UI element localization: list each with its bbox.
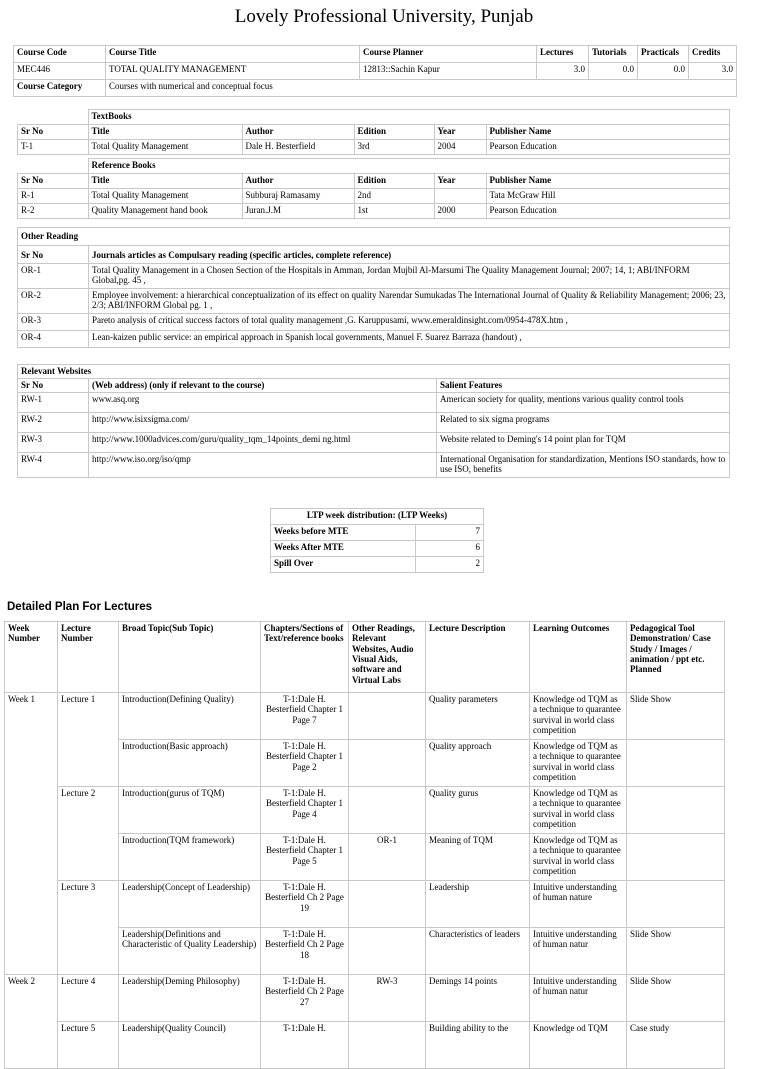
textbooks-heading: TextBooks <box>88 110 730 125</box>
reference-books-table: Reference Books Sr No Title Author Edition Year Publisher Name R-1 Total Quality Management Subburaj Ramasamy 2nd Tata McGraw Hill R-2 Quality Management hand book Juran.J.M 1st 2000 Pearson Education <box>17 158 730 219</box>
course-info-table <box>13 45 737 97</box>
table-row: T-1 Total Quality Management Dale H. Besterfield 3rd 2004 Pearson Education <box>18 140 730 155</box>
table-row: OR-1 Total Quality Management in a Chosen Section of the Hospitals in Amman, Jordan Mujbil Al-Marsumi The Quality Management Journal; 2007; 14, 1; ABI/INFORM Global,pg. 45 , <box>18 264 730 289</box>
table-row: Spill Over 2 <box>271 557 484 573</box>
lecture-plan-table: Week Number Lecture Number Broad Topic(Sub Topic) Chapters/Sections of Text/reference books Other Readings, Relevant Websites, Audio Visual Aids, software and Virtual Labs Lecture Description Learning Outcomes Pedagogical Tool Demonstration/ Case Study / Images / animation / ppt etc. Planned Week 1 Lecture 1 Introduction(Defining Quality) T-1:Dale H. Besterfield Chapter 1 Page 7 Quality parameters Knowledge od TQM as a technique to quarantee survival in world class competition Slide Show Introduction(Basic approach) T-1:Dale H. Besterfield Chapter 1 Page 2 Quality approach Knowledge od TQM as a technique to quarantee survival in world class competition Lecture 2 Introduction(gurus of TQM) T-1:Dale H. Besterfield Chapter 1 Page 4 Quality gurus Knowledge od TQM as a technique to quarantee survival in world class competition Introduction(TQM framework) T-1:Dale H. Besterfield Chapter 1 Page 5 OR-1 Meaning of TQM Knowledge od TQM as a technique to quarantee survival in world class competition Lecture 3 Leadership(Concept of Leadership) T-1:Dale H. Besterfield Ch 2 Page 19 Leadership Intuitive understanding of human nature Leadership(Definitions and Characteristic of Quality Leadership) T-1:Dale H. Besterfield Ch 2 Page 18 Characteristics of leaders Intuitive understanding of human natur Slide Show Week 2 Lecture 4 Leadership(Deming Philosophy) T-1:Dale H. Besterfield Ch 2 Page 27 RW-3 Demings 14 points Intuitive understanding of human natur Slide Show Lecture 5 Leadership(Quality Council) T-1:Dale H. Building ability to the Knowledge od TQM Case study <box>4 621 725 1069</box>
table-row: R-2 Quality Management hand book Juran.J.M 1st 2000 Pearson Education <box>18 204 730 219</box>
page-title: Lovely Professional University, Punjab <box>234 6 534 27</box>
table-row: OR-2 Employee involvement: a hierarchical conceptualization of its effect on quality Narendar Sumukadas The International Journal of Quality & Reliability Management; 2006; 23, 2/3; ABI/INFORM Global pg. 1 , <box>18 289 730 314</box>
table-row: Week 1 Lecture 1 Introduction(Defining Quality) T-1:Dale H. Besterfield Chapter 1 Page 7 Quality parameters Knowledge od TQM as a technique to quarantee survival in world class competition Slide Show <box>5 693 725 740</box>
section-title-detailed-plan: Detailed Plan For Lectures <box>7 601 153 613</box>
tb-header-year: Year <box>434 125 486 140</box>
table-row: Introduction(Basic approach) T-1:Dale H. Besterfield Chapter 1 Page 2 Quality approach Knowledge od TQM as a technique to quarantee survival in world class competition <box>5 740 725 787</box>
table-row: R-1 Total Quality Management Subburaj Ramasamy 2nd Tata McGraw Hill <box>18 189 730 204</box>
header-course-title: Course Title <box>106 46 360 63</box>
course-planner: 12813::Sachin Kapur <box>360 63 537 80</box>
course-code: MEC446 <box>14 63 106 80</box>
table-row: Introduction(TQM framework) T-1:Dale H. Besterfield Chapter 1 Page 5 OR-1 Meaning of TQM Knowledge od TQM as a technique to quarantee survival in world class competition <box>5 834 725 881</box>
table-row: Lecture 5 Leadership(Quality Council) T-1:Dale H. Building ability to the Knowledge od TQM Case study <box>5 1022 725 1069</box>
header-credits: Credits <box>689 46 737 63</box>
table-row: Week 2 Lecture 4 Leadership(Deming Philosophy) T-1:Dale H. Besterfield Ch 2 Page 27 RW-3 Demings 14 points Intuitive understanding of human natur Slide Show <box>5 975 725 1022</box>
table-row: RW-4 http://www.iso.org/iso/qmp International Organisation for standardization, Mentions ISO standards, how to use ISO, benefits <box>18 453 730 478</box>
tb-header-srno: Sr No <box>18 125 89 140</box>
ltp-heading: LTP week distribution: (LTP Weeks) <box>271 509 484 525</box>
table-row: Weeks before MTE 7 <box>271 525 484 541</box>
tb-header-publisher: Publisher Name <box>486 125 730 140</box>
table-row: RW-2 http://www.isixsigma.com/ Related to six sigma programs <box>18 413 730 433</box>
header-course-planner: Course Planner <box>360 46 537 63</box>
website-link[interactable]: www.asq.org <box>89 393 437 413</box>
tb-header-author: Author <box>242 125 354 140</box>
course-lectures: 3.0 <box>537 63 589 80</box>
tb-header-title: Title <box>88 125 242 140</box>
ltp-table <box>270 508 484 573</box>
course-category-value: Courses with numerical and conceptual focus <box>106 80 737 97</box>
table-row: RW-3 http://www.1000advices.com/guru/quality_tqm_14points_demi ng.html Website related to Deming's 14 point plan for TQM <box>18 433 730 453</box>
header-lectures: Lectures <box>537 46 589 63</box>
table-row: OR-4 Lean-kaizen public service: an empirical approach in Spanish local governments, Manuel F. Suarez Barraza (handout) , <box>18 331 730 348</box>
website-link[interactable]: http://www.1000advices.com/guru/quality_tqm_14points_demi ng.html <box>89 433 437 453</box>
website-link[interactable]: http://www.iso.org/iso/qmp <box>89 453 437 478</box>
course-practicals: 0.0 <box>638 63 689 80</box>
reference-books-heading: Reference Books <box>88 159 730 174</box>
websites-table: Relevant Websites Sr No (Web address) (only if relevant to the course) Salient Features RW-1 www.asq.org American society for quality, mentions various quality control tools RW-2 http://www.isixsigma.com/ Related to six sigma programs RW-3 http://www.1000advices.com/guru/quality_tqm_14points_demi ng.html Website related to Deming's 14 point plan for TQM RW-4 http://www.iso.org/iso/qmp International Organisation for standardization, Mentions ISO standards, how to use ISO, benefits <box>17 364 730 478</box>
header-tutorials: Tutorials <box>589 46 638 63</box>
table-row: Lecture 2 Introduction(gurus of TQM) T-1:Dale H. Besterfield Chapter 1 Page 4 Quality gurus Knowledge od TQM as a technique to quarantee survival in world class competition <box>5 787 725 834</box>
tb-header-edition: Edition <box>354 125 434 140</box>
table-row: Weeks After MTE 6 <box>271 541 484 557</box>
course-tutorials: 0.0 <box>589 63 638 80</box>
table-row: RW-1 www.asq.org American society for quality, mentions various quality control tools <box>18 393 730 413</box>
other-reading-table: Other Reading Sr No Journals articles as Compulsary reading (specific articles, complete reference) OR-1 Total Quality Management in a Chosen Section of the Hospitals in Amman, Jordan Mujbil Al-Marsumi The Quality Management Journal; 2007; 14, 1; ABI/INFORM Global,pg. 45 , OR-2 Employee involvement: a hierarchical conceptualization of its effect on quality Narendar Sumukadas The International Journal of Quality & Reliability Management; 2006; 23, 2/3; ABI/INFORM Global pg. 1 , OR-3 Pareto analysis of critical success factors of total quality management ,G. Karuppusami, www.emeraldinsight.com/0954-478X.htm , OR-4 Lean-kaizen public service: an empirical approach in Spanish local governments, Manuel F. Suarez Barraza (handout) , <box>17 227 730 348</box>
table-row: Lecture 3 Leadership(Concept of Leadership) T-1:Dale H. Besterfield Ch 2 Page 19 Leadership Intuitive understanding of human nature <box>5 881 725 928</box>
website-link[interactable]: http://www.isixsigma.com/ <box>89 413 437 433</box>
websites-heading: Relevant Websites <box>18 365 730 379</box>
textbooks-table <box>17 109 730 155</box>
other-reading-heading: Other Reading <box>18 228 730 246</box>
header-practicals: Practicals <box>638 46 689 63</box>
header-course-code: Course Code <box>14 46 106 63</box>
course-category-label: Course Category <box>14 80 106 97</box>
table-row: Leadership(Definitions and Characteristic of Quality Leadership) T-1:Dale H. Besterfield Ch 2 Page 18 Characteristics of leaders Intuitive understanding of human natur Slide Show <box>5 928 725 975</box>
course-title: TOTAL QUALITY MANAGEMENT <box>106 63 360 80</box>
course-credits: 3.0 <box>689 63 737 80</box>
table-row: OR-3 Pareto analysis of critical success factors of total quality management ,G. Karuppusami, www.emeraldinsight.com/0954-478X.htm , <box>18 314 730 331</box>
